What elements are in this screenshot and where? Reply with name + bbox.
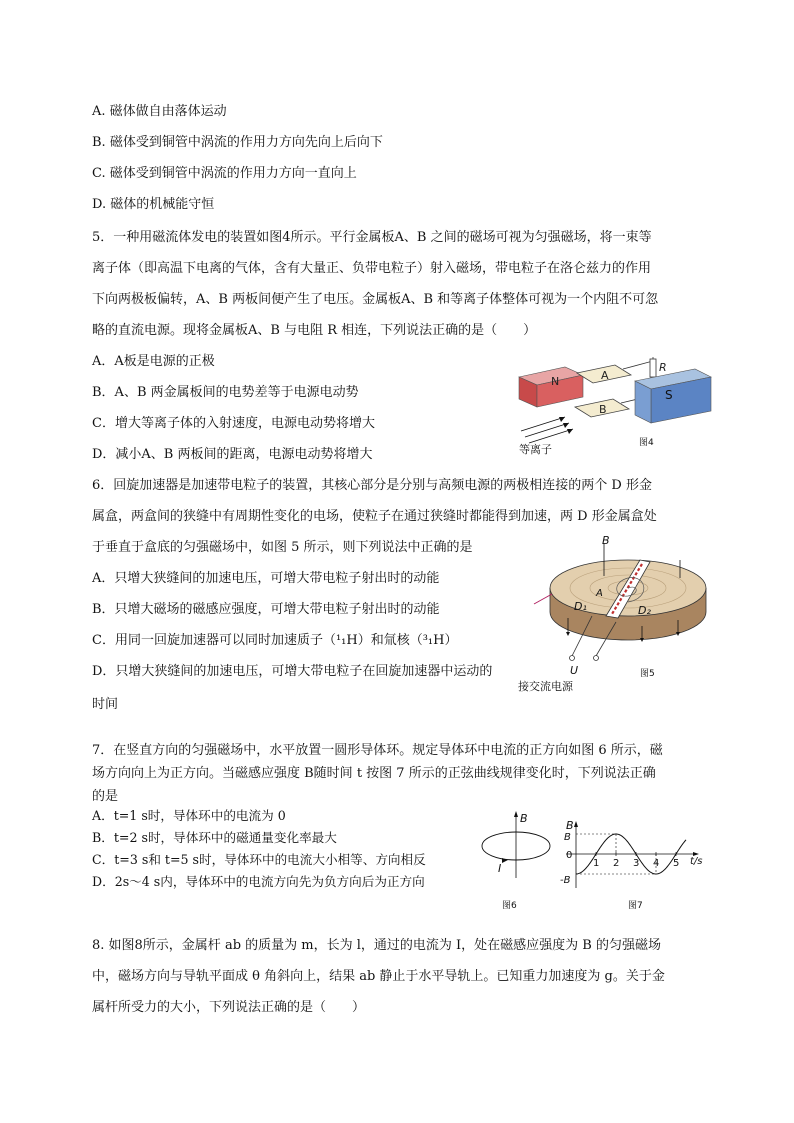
label-b-field: B xyxy=(602,534,610,547)
x-tick-label: 3 xyxy=(633,858,640,869)
q6-option-d: D．只增大狭缝间的加速电压，可增大带电粒子在回旋加速器中运动的 xyxy=(92,664,493,679)
q7-option-b: B．t=2 s时，导体环中的磁通量变化率最大 xyxy=(92,830,337,845)
q6-option-c: C．用同一回旋加速器可以同时加速质子（¹₁H）和氚核（³₁H） xyxy=(92,633,458,648)
label-a-point: A xyxy=(596,588,603,599)
x-axis-label: t/s xyxy=(690,856,703,867)
label-b: B xyxy=(599,403,607,416)
q4-option-c: C. 磁体受到铜管中涡流的作用力方向一直向上 xyxy=(92,166,357,181)
figure-4-mhd-generator xyxy=(515,355,715,455)
q8-stem-line-2: 中，磁场方向与导轨平面成 θ 角斜向上，结果 ab 静止于水平导轨上。已知重力加速度为 g。关于金 xyxy=(92,969,665,984)
q5-option-b: B．A、B 两金属板间的电势差等于电源电动势 xyxy=(92,385,359,400)
q5-option-c: C．增大等离子体的入射速度，电源电动势将增大 xyxy=(92,416,375,431)
label-plasma: 等离子 xyxy=(519,443,552,456)
label-b-ring: B xyxy=(520,812,528,825)
q6-stem-line-2: 属盒，两盒间的狭缝中有周期性变化的电场，使粒子在通过狭缝时都能得到加速，两 D 形金属盒处 xyxy=(92,509,657,524)
label-ac-power: 接交流电源 xyxy=(518,680,573,693)
label-u: U xyxy=(570,664,579,677)
q4-option-a: A. 磁体做自由落体运动 xyxy=(92,104,227,119)
figure-4-caption: 图4 xyxy=(639,438,654,448)
q7-option-a: A．t=1 s时，导体环中的电流为 0 xyxy=(92,808,286,823)
q7-option-c: C．t=3 s和 t=5 s时，导体环中的电流大小相等、方向相反 xyxy=(92,852,426,867)
y-tick-minus-b: -B xyxy=(560,875,571,886)
q4-option-d: D. 磁体的机械能守恒 xyxy=(92,197,215,212)
resistor-icon xyxy=(650,359,656,377)
q6-stem-line-1: 6．回旋加速器是加速带电粒子的装置，其核心部分是分别与高频电源的两极相连接的两个 D 形金 xyxy=(92,478,652,493)
q6-option-b: B．只增大磁场的磁感应强度，可增大带电粒子射出时的动能 xyxy=(92,602,440,617)
y-tick-b: B xyxy=(564,832,571,843)
figure-6-ring xyxy=(478,808,558,912)
q5-stem-line-3: 下向两极板偏转，A、B 两板间便产生了电压。金属板A、B 和等离子体整体可视为一个内阻不可忽 xyxy=(92,292,659,307)
q8-stem-line-1: 8. 如图8所示，金属杆 ab 的质量为 m，长为 l，通过的电流为 I，处在磁感应强度为 B 的匀强磁场 xyxy=(92,938,661,953)
figure-5-caption: 图5 xyxy=(640,669,655,679)
label-a: A xyxy=(601,369,609,382)
q7-option-d: D．2s～4 s内，导体环中的电流方向先为负方向后为正方向 xyxy=(92,874,425,889)
q5-option-a: A．A板是电源的正极 xyxy=(92,354,215,369)
q4-option-b: B. 磁体受到铜管中涡流的作用力方向先向上后向下 xyxy=(92,135,383,150)
y-axis-label: B xyxy=(566,819,574,832)
q7-stem-line-2: 场方向向上为正方向。当磁感应强度 B随时间 t 按图 7 所示的正弦曲线规律变化时，下列说法正确 xyxy=(92,766,656,781)
label-s: S xyxy=(665,388,673,402)
y-tick-zero: 0 xyxy=(566,850,573,861)
x-tick-label: 1 xyxy=(593,858,600,869)
figure-6-caption: 图6 xyxy=(502,901,517,911)
x-tick-label: 5 xyxy=(673,858,680,869)
figure-7-caption: 图7 xyxy=(628,901,643,911)
q5-stem-line-1: 5．一种用磁流体发电的装置如图4所示。平行金属板A、B 之间的磁场可视为匀强磁场，将一束等 xyxy=(92,230,652,245)
label-d2: D₂ xyxy=(638,604,651,617)
q6-option-a: A．只增大狭缝间的加速电压，可增大带电粒子射出时的动能 xyxy=(92,571,440,586)
figure-7-b-t-graph xyxy=(556,820,706,912)
label-r: R xyxy=(659,361,667,374)
q8-stem-line-3: 属杆所受力的大小，下列说法正确的是（ ） xyxy=(92,1000,366,1015)
label-i: I xyxy=(498,862,502,875)
q6-option-d-continued: 时间 xyxy=(92,697,119,712)
q5-option-d: D．减小A、B 两板间的距离，电源电动势将增大 xyxy=(92,447,373,462)
x-tick-label: 2 xyxy=(613,858,620,869)
label-n: N xyxy=(551,375,560,388)
label-d1: D₁ xyxy=(574,600,587,613)
q7-stem-line-1: 7．在竖直方向的匀强磁场中，水平放置一圆形导体环。规定导体环中电流的正方向如图 6 所示，磁 xyxy=(92,743,663,758)
q5-stem-line-4: 略的直流电源。现将金属板A、B 与电阻 R 相连，下列说法正确的是（ ） xyxy=(92,323,537,338)
q6-stem-line-3: 于垂直于盒底的匀强磁场中，如图 5 所示，则下列说法中正确的是 xyxy=(92,540,473,555)
figure-5-cyclotron xyxy=(518,534,720,696)
x-tick-label: 4 xyxy=(653,858,660,869)
q7-stem-line-3: 的是 xyxy=(92,789,119,804)
q5-stem-line-2: 离子体（即高温下电离的气体，含有大量正、负带电粒子）射入磁场，带电粒子在洛仑兹力的作用 xyxy=(92,261,652,276)
